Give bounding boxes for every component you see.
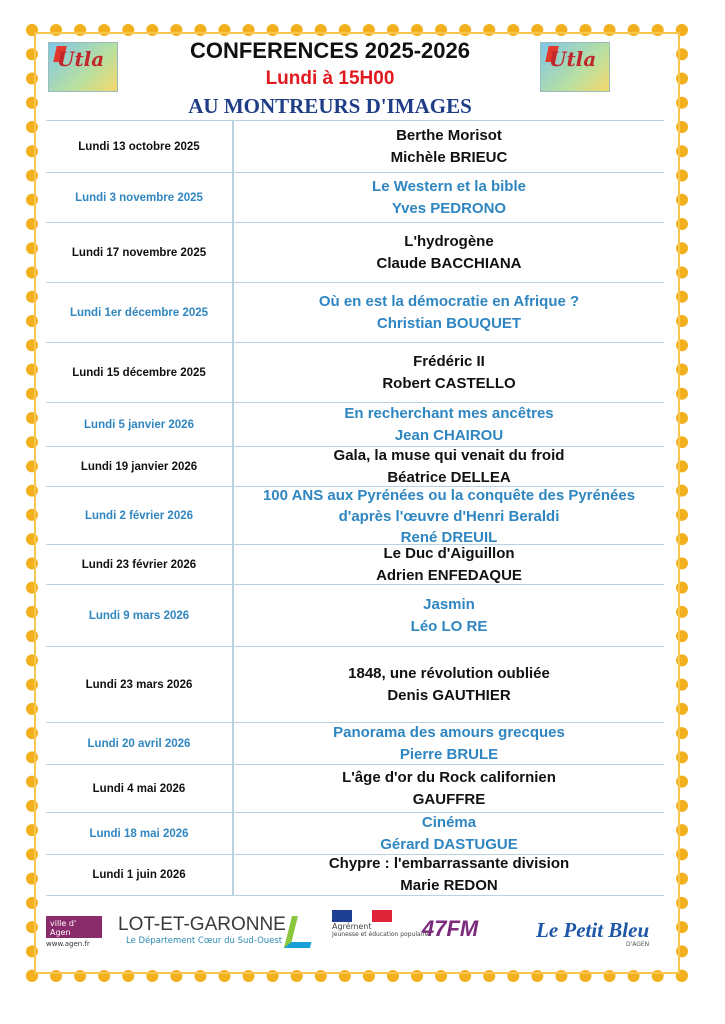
conference-speaker: Yves PEDRONO — [391, 200, 507, 217]
conference-title: Où en est la démocratie en Afrique ? — [318, 293, 580, 310]
conference-date: Lundi 20 avril 2026 — [46, 723, 234, 765]
agen-label: ville d' Agen — [50, 919, 77, 937]
table-row — [46, 854, 664, 896]
conference-title: Berthe Morisot — [396, 127, 502, 144]
conference-speaker: Pierre BRULE — [399, 746, 499, 763]
republique-francaise-logo — [332, 910, 428, 939]
conference-date: Lundi 1er décembre 2025 — [46, 283, 234, 343]
conference-date: Lundi 4 mai 2026 — [46, 765, 234, 813]
table-row — [46, 402, 664, 447]
conference-speaker: Denis GAUTHIER — [387, 687, 511, 704]
conference-title: 1848, une révolution oubliée — [348, 665, 550, 682]
utla-logo-right — [540, 42, 610, 92]
conference-title: Frédéric II — [413, 353, 485, 370]
lot-et-garonne-logo — [118, 914, 286, 946]
lot-et-garonne-name: LOT-ET-GARONNE — [118, 914, 286, 935]
table-row — [46, 222, 664, 283]
chevron-icon — [284, 916, 318, 948]
conference-title: Panorama des amours grecques — [333, 724, 565, 741]
conference-speaker: Christian BOUQUET — [376, 315, 522, 332]
logo-text: Utla — [549, 47, 597, 71]
table-row — [46, 342, 664, 403]
table-row — [46, 120, 664, 173]
conference-speaker: Claude BACCHIANA — [376, 255, 522, 272]
conference-date: Lundi 15 décembre 2025 — [46, 343, 234, 403]
conference-speaker: Adrien ENFEDAQUE — [376, 567, 522, 584]
petit-bleu-sub: D'AGEN — [625, 941, 650, 948]
conference-speaker: Gérard DASTUGUE — [380, 836, 518, 853]
radio-47fm-logo — [422, 916, 478, 942]
table-row — [46, 812, 664, 855]
conference-title: Le Duc d'Aiguillon — [383, 545, 515, 562]
conference-date: Lundi 5 janvier 2026 — [46, 403, 234, 447]
conference-date: Lundi 13 octobre 2025 — [46, 121, 234, 173]
table-row — [46, 172, 664, 223]
conference-date: Lundi 1 juin 2026 — [46, 855, 234, 895]
radio-name: 47FM — [422, 916, 479, 941]
conference-date: Lundi 2 février 2026 — [46, 487, 234, 545]
conference-speaker: GAUFFRE — [412, 791, 486, 808]
agen-url: www.agen.fr — [46, 940, 90, 948]
table-row — [46, 486, 664, 545]
agrement-sub: Jeunesse et éducation populaire — [332, 931, 429, 938]
conference-title: En recherchant mes ancêtres — [344, 405, 554, 422]
conference-speaker: Jean CHAIROU — [394, 427, 504, 444]
conference-speaker: Béatrice DELLEA — [387, 469, 511, 486]
conference-date: Lundi 9 mars 2026 — [46, 585, 234, 647]
agrement-label: Agrément — [332, 922, 372, 931]
agen-logo — [46, 916, 102, 948]
table-row — [46, 544, 664, 585]
conference-date: Lundi 23 février 2026 — [46, 545, 234, 585]
conference-date: Lundi 17 novembre 2025 — [46, 223, 234, 283]
conference-title: L'âge d'or du Rock californien — [342, 769, 556, 786]
conference-speaker: Michèle BRIEUC — [390, 149, 508, 166]
conference-date: Lundi 19 janvier 2026 — [46, 447, 234, 487]
conference-date: Lundi 18 mai 2026 — [46, 813, 234, 855]
conference-date: Lundi 3 novembre 2025 — [46, 173, 234, 223]
conference-speaker: René DREUIL — [400, 528, 498, 546]
conference-title: Chypre : l'embarrassante division — [328, 855, 570, 872]
table-row — [46, 282, 664, 343]
conference-title: Jasmin — [423, 596, 475, 613]
sponsor-footer — [46, 908, 664, 960]
conference-title: Le Western et la bible — [372, 178, 526, 195]
table-row — [46, 584, 664, 647]
table-row — [46, 764, 664, 813]
lot-et-garonne-tagline: Le Département Cœur du Sud-Ouest — [126, 936, 283, 946]
page-title: CONFERENCES 2025-2026 — [189, 38, 470, 63]
table-row — [46, 646, 664, 723]
venue-title: AU MONTREURS D'IMAGES — [188, 94, 472, 118]
petit-bleu-logo — [536, 918, 649, 948]
petit-bleu-name: Le Petit Bleu — [536, 918, 650, 942]
table-row — [46, 446, 664, 487]
conference-date: Lundi 23 mars 2026 — [46, 647, 234, 723]
utla-logo-left — [48, 42, 118, 92]
conference-speaker: Léo LO RE — [410, 618, 488, 635]
flag-icon — [332, 910, 392, 922]
conference-title: L'hydrogène — [404, 233, 494, 250]
conference-speaker: Robert CASTELLO — [382, 375, 516, 392]
table-row — [46, 722, 664, 765]
conference-title: Gala, la muse qui venait du froid — [333, 447, 565, 464]
conference-title: Cinéma — [421, 814, 477, 831]
conference-title-line2: d'après l'œuvre d'Henri Beraldi — [338, 507, 560, 525]
conference-title: 100 ANS aux Pyrénées ou la conquête des Pyrénées — [262, 486, 636, 504]
conference-speaker: Marie REDON — [400, 877, 498, 894]
logo-text: Utla — [57, 47, 105, 71]
schedule-subtitle: Lundi à 15H00 — [265, 68, 395, 89]
